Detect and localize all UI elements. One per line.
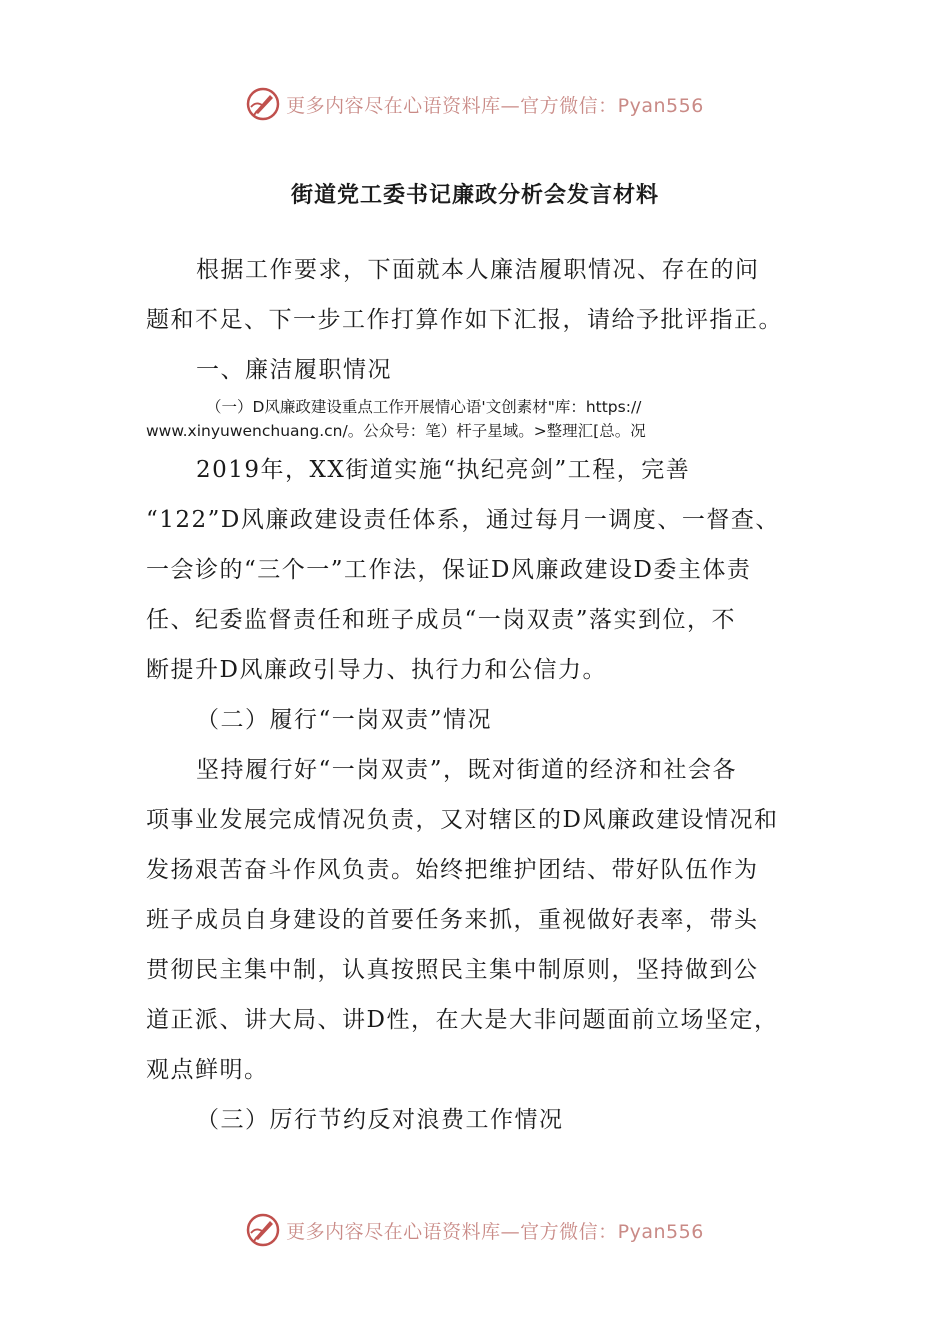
body-line: 班子成员自身建设的首要任务来抓，重视做好表率，带头 — [146, 907, 759, 933]
body-line: 道正派、讲大局、讲D性，在大是大非问题面前立场坚定， — [146, 1007, 779, 1033]
watermark-text: 更多内容尽在心语资料库—官方微信：Pyan556 — [286, 1220, 704, 1243]
body-line: 项事业发展完成情况负责，又对辖区的D风廉政建设情况和 — [146, 807, 779, 833]
quill-logo-icon — [246, 87, 280, 121]
body-line: 坚持履行好“一岗双责”，既对街道的经济和社会各 — [196, 757, 738, 783]
body-line: 观点鲜明。 — [146, 1057, 269, 1083]
watermark-text: 更多内容尽在心语资料库—官方微信：Pyan556 — [286, 94, 704, 117]
document-title: 街道党工委书记廉政分析会发言材料 — [290, 183, 659, 208]
body-line: 根据工作要求，下面就本人廉洁履职情况、存在的问 — [196, 257, 760, 283]
body-line: 题和不足、下一步工作打算作如下汇报，请给予批评指正。 — [146, 307, 783, 333]
watermark-wechat-id: Pyan556 — [617, 1220, 704, 1243]
body-line: 断提升D风廉政引导力、执行力和公信力。 — [146, 657, 607, 683]
section-heading: 一、廉洁履职情况 — [196, 357, 392, 383]
body-line: “122”D风廉政建设责任体系，通过每月一调度、一督查、 — [146, 507, 780, 533]
body-line: 2019年，XX街道实施“执纪亮剑”工程，完善 — [196, 457, 691, 483]
footer-watermark — [0, 1208, 950, 1252]
subsection-heading-line: www.xinyuwenchuang.cn/。公众号：笔）杆子星域。>整理汇[总。况 — [146, 422, 646, 440]
body-line: 任、纪委监督责任和班子成员“一岗双责”落实到位，不 — [146, 607, 737, 633]
subsection-heading-line: （一）D风廉政建设重点工作开展情心语'文创素材"库：https:// — [206, 398, 642, 416]
watermark-wechat-id: Pyan556 — [617, 94, 704, 117]
body-line: 贯彻民主集中制，认真按照民主集中制原则，坚持做到公 — [146, 957, 759, 983]
quill-logo-icon — [246, 1213, 280, 1247]
subsection-heading: （三）厉行节约反对浪费工作情况 — [196, 1107, 564, 1133]
body-line: 一会诊的“三个一”工作法，保证D风廉政建设D委主体责 — [146, 557, 752, 583]
subsection-heading: （二）履行“一岗双责”情况 — [196, 707, 493, 733]
body-line: 发扬艰苦奋斗作风负责。始终把维护团结、带好队伍作为 — [146, 857, 759, 883]
header-watermark — [0, 82, 950, 126]
